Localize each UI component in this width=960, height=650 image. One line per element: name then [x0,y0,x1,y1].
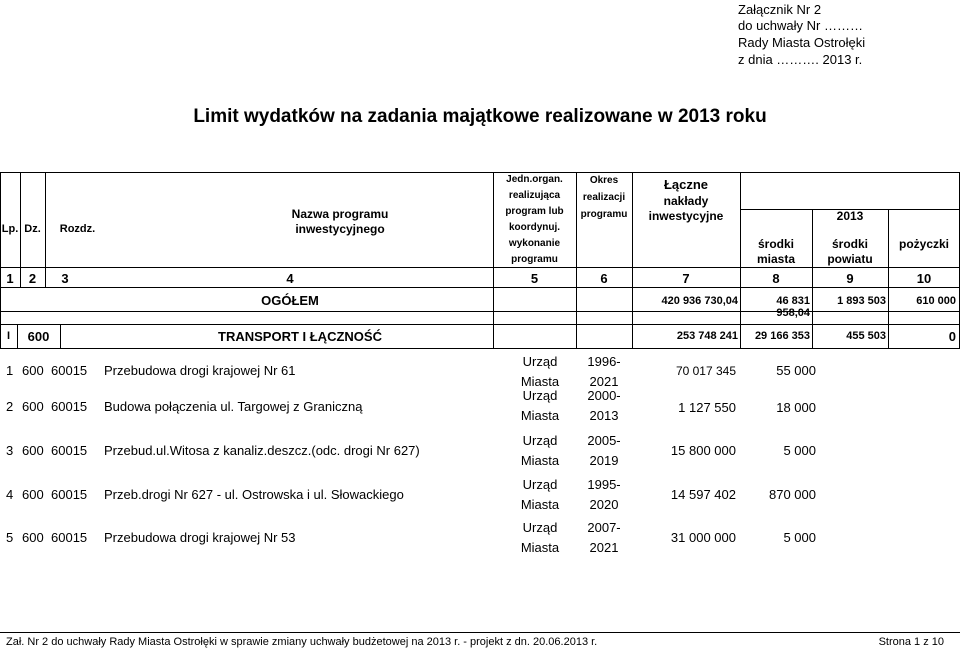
col-header-dz: Dz. [24,223,41,235]
total-label: OGÓŁEM [261,293,319,308]
col-header-srodki-miasta: środki miasta [756,237,796,266]
page-number: Strona 1 z 10 [878,636,944,648]
section-powiatu: 455 503 [846,330,886,342]
section-label: TRANSPORT I ŁĄCZNOŚĆ [218,329,382,344]
col-header-year: 2013 [836,209,864,223]
page-title: Limit wydatków na zadania majątkowe realizowane w 2013 roku [193,106,767,127]
col-header-rozdz: Rozdz. [59,223,96,235]
footer-text: Zał. Nr 2 do uchwały Rady Miasta Ostrołęki w sprawie zmiany uchwały budżetowej na 2013 r. - projekt z dn. 20.06.2013 r. [6,636,598,648]
section-laczne: 253 748 241 [676,330,738,342]
col-header-nazwa: Nazwa programu inwestycyjnego [291,207,389,236]
total-pozyczki: 610 000 [916,295,956,307]
total-laczne: 420 936 730,04 [661,295,738,307]
col-header-srodki-powiatu: środki powiatu [827,237,873,266]
section-roman: I [6,330,11,342]
header-line-3: Rady Miasta Ostrołęki [738,35,866,50]
section-miasta: 29 166 353 [754,330,810,342]
footer-divider [0,632,960,633]
col-header-pozyczki: pożyczki [898,237,949,251]
col-header-laczne: Łączne nakłady inwestycyjne [648,177,724,223]
total-miasta: 46 831 958,04 [776,295,810,319]
section-dz: 600 [27,329,50,344]
col-header-jednostka: Jedn.organ. realizująca program lub koordynuj. wykonanie programu [505,174,564,265]
header-line-1: Załącznik Nr 2 [738,2,822,17]
header-line-4: z dnia ………. 2013 r. [738,52,863,67]
col-header-okres: Okres realizacji programu [580,175,628,220]
header-line-2: do uchwały Nr ……… [738,18,863,33]
total-powiatu: 1 893 503 [837,295,886,307]
section-pozyczki: 0 [948,329,956,344]
col-header-lp: Lp. [1,223,19,235]
